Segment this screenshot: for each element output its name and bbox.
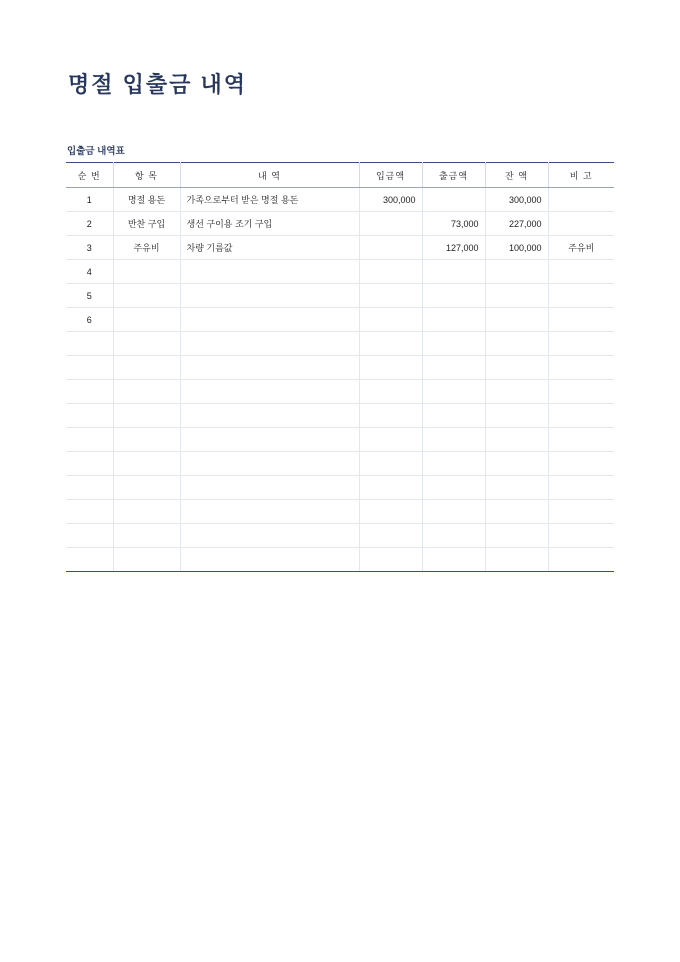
cell-no[interactable] [66, 500, 113, 524]
cell-note[interactable] [548, 260, 614, 284]
cell-balance[interactable] [485, 332, 548, 356]
cell-withdrawal[interactable] [422, 500, 485, 524]
cell-no[interactable] [66, 524, 113, 548]
cell-desc[interactable] [180, 356, 359, 380]
column-header-no: 순 번 [66, 163, 113, 188]
table-row [66, 212, 614, 236]
page-title: 명절 입출금 내역 [68, 72, 247, 97]
cell-item[interactable] [113, 548, 180, 572]
cell-balance[interactable] [485, 260, 548, 284]
cell-desc[interactable]: 가족으로부터 받은 명절 용돈 [180, 188, 359, 212]
cell-item[interactable] [113, 500, 180, 524]
cell-withdrawal[interactable] [422, 380, 485, 404]
column-header-withdrawal: 출금액 [422, 163, 485, 188]
cell-withdrawal[interactable] [422, 356, 485, 380]
cell-withdrawal[interactable] [422, 428, 485, 452]
cell-item[interactable] [113, 260, 180, 284]
cell-no[interactable]: 3 [66, 236, 113, 260]
cell-no[interactable] [66, 452, 113, 476]
cell-no[interactable] [66, 548, 113, 572]
table-row [66, 332, 614, 356]
cell-deposit[interactable] [359, 428, 422, 452]
cell-desc[interactable] [180, 548, 359, 572]
cell-withdrawal[interactable] [422, 524, 485, 548]
cell-note[interactable] [548, 500, 614, 524]
cell-note[interactable]: 주유비 [548, 236, 614, 260]
cell-deposit[interactable] [359, 308, 422, 332]
cell-note[interactable] [548, 452, 614, 476]
cell-withdrawal[interactable] [422, 404, 485, 428]
cell-deposit[interactable] [359, 452, 422, 476]
cell-withdrawal[interactable]: 127,000 [422, 236, 485, 260]
cell-deposit[interactable] [359, 212, 422, 236]
cell-note[interactable] [548, 404, 614, 428]
cell-deposit[interactable] [359, 356, 422, 380]
cell-desc[interactable] [180, 284, 359, 308]
cell-desc[interactable] [180, 404, 359, 428]
cell-balance[interactable] [485, 476, 548, 500]
table-row [66, 284, 614, 308]
cell-item[interactable] [113, 404, 180, 428]
cell-note[interactable] [548, 356, 614, 380]
column-header-item: 항 목 [113, 163, 180, 188]
table-row [66, 404, 614, 428]
cell-note[interactable] [548, 284, 614, 308]
table-row [66, 476, 614, 500]
cell-withdrawal[interactable] [422, 332, 485, 356]
cell-deposit[interactable] [359, 380, 422, 404]
table-row [66, 308, 614, 332]
cell-deposit[interactable] [359, 524, 422, 548]
cell-withdrawal[interactable]: 73,000 [422, 212, 485, 236]
cell-no[interactable] [66, 404, 113, 428]
cell-withdrawal[interactable] [422, 548, 485, 572]
column-header-note: 비 고 [548, 163, 614, 188]
cell-balance[interactable] [485, 428, 548, 452]
cell-item[interactable] [113, 356, 180, 380]
ledger-table [66, 162, 614, 572]
cell-withdrawal[interactable] [422, 452, 485, 476]
table-row [66, 524, 614, 548]
column-header-balance: 잔 액 [485, 163, 548, 188]
cell-withdrawal[interactable] [422, 284, 485, 308]
cell-deposit[interactable] [359, 284, 422, 308]
cell-deposit[interactable]: 300,000 [359, 188, 422, 212]
cell-desc[interactable] [180, 476, 359, 500]
cell-note[interactable] [548, 476, 614, 500]
cell-no[interactable]: 5 [66, 284, 113, 308]
cell-note[interactable] [548, 212, 614, 236]
table-row [66, 380, 614, 404]
cell-deposit[interactable] [359, 500, 422, 524]
cell-note[interactable] [548, 380, 614, 404]
cell-note[interactable] [548, 308, 614, 332]
cell-no[interactable] [66, 380, 113, 404]
cell-no[interactable] [66, 356, 113, 380]
cell-note[interactable] [548, 524, 614, 548]
table-row [66, 236, 614, 260]
cell-desc[interactable] [180, 332, 359, 356]
cell-balance[interactable] [485, 404, 548, 428]
table-header-row [66, 163, 614, 188]
cell-balance[interactable] [485, 284, 548, 308]
cell-balance[interactable] [485, 500, 548, 524]
cell-item[interactable]: 반찬 구입 [113, 212, 180, 236]
cell-no[interactable]: 6 [66, 308, 113, 332]
cell-no[interactable] [66, 332, 113, 356]
cell-desc[interactable] [180, 260, 359, 284]
cell-note[interactable] [548, 332, 614, 356]
cell-desc[interactable] [180, 308, 359, 332]
cell-withdrawal[interactable] [422, 188, 485, 212]
cell-no[interactable]: 1 [66, 188, 113, 212]
table-row [66, 452, 614, 476]
cell-withdrawal[interactable] [422, 308, 485, 332]
table-row [66, 260, 614, 284]
cell-balance[interactable] [485, 380, 548, 404]
table-row [66, 356, 614, 380]
cell-desc[interactable] [180, 380, 359, 404]
cell-no[interactable]: 4 [66, 260, 113, 284]
cell-item[interactable]: 명절 용돈 [113, 188, 180, 212]
column-header-desc: 내 역 [180, 163, 359, 188]
cell-item[interactable] [113, 452, 180, 476]
cell-balance[interactable] [485, 548, 548, 572]
column-header-deposit: 입금액 [359, 163, 422, 188]
section-label: 입출금 내역표 [67, 146, 125, 157]
cell-item[interactable]: 주유비 [113, 236, 180, 260]
cell-deposit[interactable] [359, 260, 422, 284]
cell-withdrawal[interactable] [422, 260, 485, 284]
table-body [66, 188, 614, 572]
cell-item[interactable] [113, 284, 180, 308]
cell-item[interactable] [113, 524, 180, 548]
cell-no[interactable] [66, 476, 113, 500]
cell-balance[interactable]: 100,000 [485, 236, 548, 260]
cell-balance[interactable] [485, 452, 548, 476]
cell-deposit[interactable] [359, 476, 422, 500]
cell-balance[interactable]: 227,000 [485, 212, 548, 236]
cell-item[interactable] [113, 428, 180, 452]
cell-desc[interactable] [180, 428, 359, 452]
cell-desc[interactable] [180, 524, 359, 548]
cell-balance[interactable] [485, 356, 548, 380]
table-row [66, 428, 614, 452]
cell-note[interactable] [548, 428, 614, 452]
cell-deposit[interactable] [359, 332, 422, 356]
cell-desc[interactable] [180, 452, 359, 476]
cell-item[interactable] [113, 380, 180, 404]
cell-deposit[interactable] [359, 404, 422, 428]
table-row [66, 548, 614, 572]
cell-no[interactable]: 2 [66, 212, 113, 236]
cell-desc[interactable]: 차량 기름값 [180, 236, 359, 260]
cell-desc[interactable] [180, 500, 359, 524]
cell-deposit[interactable] [359, 236, 422, 260]
cell-note[interactable] [548, 188, 614, 212]
cell-balance[interactable]: 300,000 [485, 188, 548, 212]
cell-item[interactable] [113, 476, 180, 500]
cell-deposit[interactable] [359, 548, 422, 572]
cell-balance[interactable] [485, 308, 548, 332]
cell-no[interactable] [66, 428, 113, 452]
cell-item[interactable] [113, 332, 180, 356]
cell-item[interactable] [113, 308, 180, 332]
table-row [66, 188, 614, 212]
cell-withdrawal[interactable] [422, 476, 485, 500]
cell-desc[interactable]: 생선 구이용 조기 구입 [180, 212, 359, 236]
cell-balance[interactable] [485, 524, 548, 548]
table-row [66, 500, 614, 524]
cell-note[interactable] [548, 548, 614, 572]
